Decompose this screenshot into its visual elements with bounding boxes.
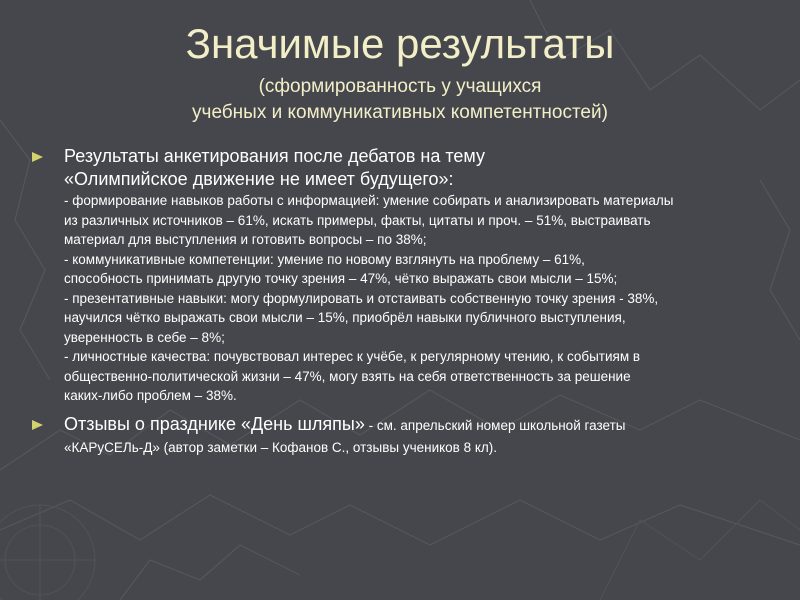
detail-line: - коммуникативные компетенции: умение по новому взглянуть на проблему – 61%,	[64, 251, 585, 267]
detail-line: каких-либо проблем – 38%.	[64, 388, 237, 403]
detail-line: общественно-политической жизни – 47%, могу взять на себя ответственность за решение	[64, 368, 631, 384]
triangle-bullet-icon	[32, 152, 43, 162]
bullet-heading: «Олимпийское движение не имеет будущего»:	[64, 169, 454, 189]
bullet-hat-day-reviews	[30, 412, 770, 459]
subtitle-line: (сформированность у учащихся	[258, 76, 542, 97]
detail-line: уверенность в себе – 8%;	[64, 329, 225, 345]
detail-line: - формирование навыков работы с информацией: умение собирать и анализировать материалы	[64, 193, 674, 208]
bullet-list	[30, 145, 770, 459]
slide-subtitle	[0, 74, 800, 126]
bullet-detail: - см. апрельский номер школьной газеты	[364, 417, 626, 433]
triangle-bullet-icon	[32, 420, 43, 430]
detail-line: материал для выступления и готовить вопросы – по 38%;	[64, 232, 427, 247]
bullet-detail: «КАРуСЕЛь-Д» (автор заметки – Кофанов С., отзывы учеников 8 кл).	[64, 439, 498, 455]
detail-line: из различных источников – 61%, искать примеры, факты, цитаты и проч. – 51%, выстраивать	[64, 212, 651, 228]
bullet-survey-results	[30, 145, 770, 406]
slide-title: Значимые результаты	[185, 20, 615, 67]
bullet-heading: Результаты анкетирования после дебатов на тему	[64, 146, 485, 166]
subtitle-line: учебных и коммуникативных компетентностей)	[192, 102, 608, 123]
detail-line: - личностные качества: почувствовал интерес к учёбе, к регулярному чтению, к событиям в	[64, 349, 641, 364]
bullet-text	[64, 412, 770, 437]
detail-line: способность принимать другую точку зрения – 47%, чётко выражать свои мысли – 15%;	[64, 271, 618, 286]
detail-line: научился чётко выражать свои мысли – 15%, приобрёл навыки публичного выступления,	[64, 310, 626, 325]
bullet-heading: Отзывы о празднике «День шляпы»	[64, 413, 365, 434]
detail-line: - презентативные навыки: могу формулировать и отстаивать собственную точку зрения - 38%,	[64, 290, 659, 306]
